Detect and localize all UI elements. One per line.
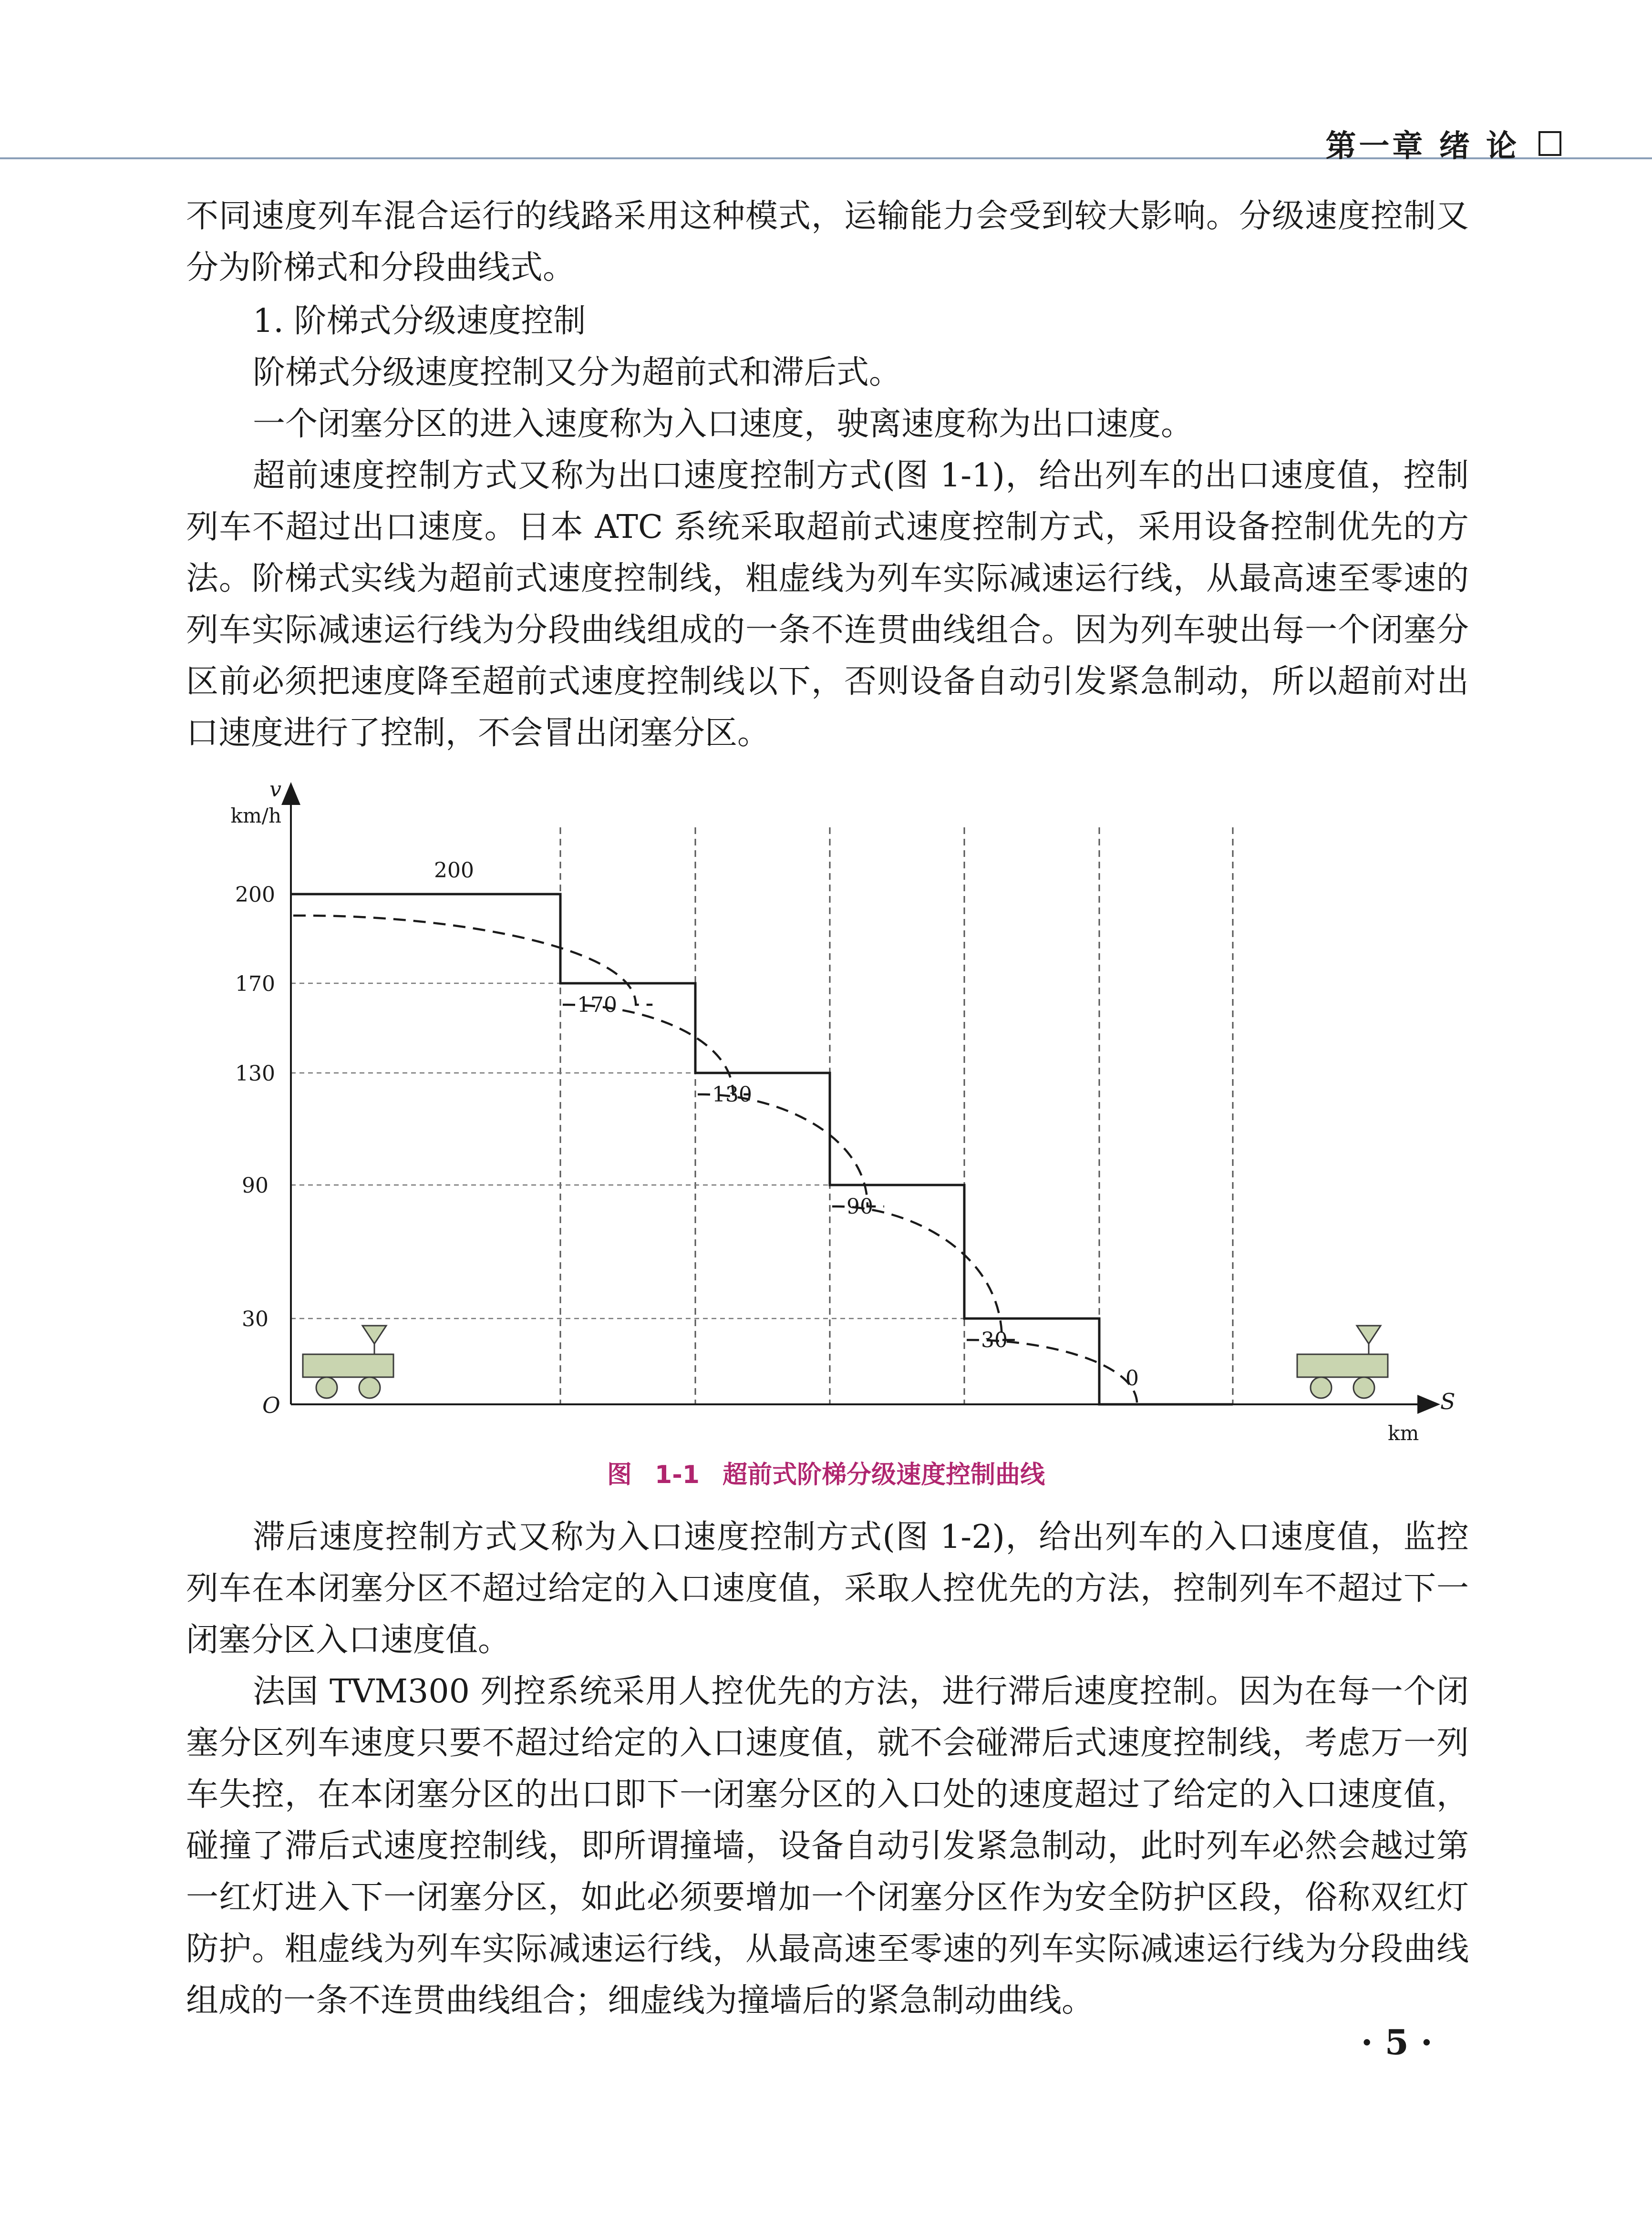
paragraph-5: 超前速度控制方式又称为出口速度控制方式(图 1-1)，给出列车的出口速度值，控制列车不超过出口速度。日本 ATC 系统采取超前式速度控制方式，采用设备控制优先的方法。阶梯式实线为超前式速度控制线，粗虚线为列车实际减速运行线，从最高速至零速的列车实际减速运行线为分段曲线组成的一条不连贯曲线组合。因为列车驶出每一个闭塞分区前必须把速度降至超前式速度控制线以下，否则设备自动引发紧急制动，所以超前对出口速度进行了控制，不会冒出闭塞分区。 <box>186 457 1469 752</box>
antenna-triangle <box>362 1326 386 1344</box>
paragraph-4: 一个闭塞分区的进入速度称为入口速度，驶离速度称为出口速度。 <box>253 405 1194 443</box>
braking-curve-segment <box>293 916 652 1005</box>
train-body <box>303 1354 393 1377</box>
paragraph-7: 法国 TVM300 列控系统采用人控优先的方法，进行滞后速度控制。因为在每一个闭塞分区列车速度只要不超过给定的入口速度值，就不会碰滞后式速度控制线，考虑万一列车失控，在本闭塞分区的出口即下一闭塞分区的入口处的速度超过了给定的入口速度值，碰撞了滞后式速度控制线，即所谓撞墙，设备自动引发紧急制动，此时列车必然会越过第一红灯进入下一闭塞分区，如此必须要增加一个闭塞分区作为安全防护区段，俗称双红灯防护。粗虚线为列车实际减速运行线，从最高速至零速的列车实际减速运行线为分段曲线组成的一条不连贯曲线组合；细虚线为撞墙后的紧急制动曲线。 <box>186 1673 1469 2019</box>
paragraph-6: 滞后速度控制方式又称为入口速度控制方式(图 1-2)，给出列车的入口速度值，监控列车在本闭塞分区不超过给定的入口速度值，采取人控优先的方法，控制列车不超过下一闭塞分区入口速度值。 <box>186 1518 1469 1659</box>
train-wheel <box>1353 1377 1374 1398</box>
section-heading: 1. 阶梯式分级速度控制 <box>253 302 586 340</box>
antenna-triangle <box>1357 1326 1381 1344</box>
page-number: · 5 · <box>1361 2022 1433 2062</box>
trains <box>303 1326 1388 1398</box>
axes <box>291 792 1431 1404</box>
actual-braking-curve <box>293 916 1137 1404</box>
train-wheel <box>1311 1377 1332 1398</box>
origin-label: O <box>262 1392 280 1418</box>
control-step-line <box>291 894 1233 1404</box>
step-value-label: 30 <box>981 1328 1008 1352</box>
step-control-line <box>291 894 1233 1404</box>
y-tick-label: 200 <box>235 883 275 907</box>
y-tick-label: 30 <box>242 1307 268 1331</box>
train-wheel <box>359 1377 380 1398</box>
x-axis-unit: km <box>1388 1422 1419 1445</box>
chart-labels <box>231 782 1456 1445</box>
train-end-icon <box>1297 1326 1388 1398</box>
step-value-label: 90 <box>847 1195 873 1219</box>
step-value-label: 170 <box>577 993 617 1017</box>
page-header <box>0 0 1652 164</box>
braking-curve-segment <box>832 1206 1019 1340</box>
y-axis-unit: km/h <box>230 804 281 827</box>
train-body <box>1297 1354 1388 1377</box>
step-value-label: 200 <box>434 858 474 883</box>
figure-1-1 <box>210 782 1459 1459</box>
figure-caption: 图 1-1 超前式阶梯分级速度控制曲线 <box>607 1461 1045 1489</box>
speed-control-chart <box>210 782 1459 1459</box>
y-tick-label: 130 <box>235 1061 275 1086</box>
braking-curve-segment <box>563 1005 750 1094</box>
train-wheel <box>316 1377 337 1398</box>
y-tick-label: 90 <box>242 1174 268 1198</box>
y-tick-label: 170 <box>235 972 275 996</box>
chapter-title <box>1325 122 1561 165</box>
y-axis-symbol: v <box>269 782 281 802</box>
x-axis-symbol: S <box>1440 1389 1456 1414</box>
step-value-label: 130 <box>712 1082 752 1107</box>
paragraph-1: 不同速度列车混合运行的线路采用这种模式，运输能力会受到较大影响。分级速度控制又分为阶梯式和分段曲线式。 <box>186 197 1469 287</box>
train-start-icon <box>303 1326 393 1398</box>
header-square-icon <box>1538 131 1561 156</box>
step-value-label: 0 <box>1125 1366 1139 1391</box>
chapter-title-text: 第一章 绪 论 <box>1325 129 1519 164</box>
paragraph-3: 阶梯式分级速度控制又分为超前式和滞后式。 <box>253 354 902 391</box>
braking-curve-segment <box>698 1094 884 1206</box>
